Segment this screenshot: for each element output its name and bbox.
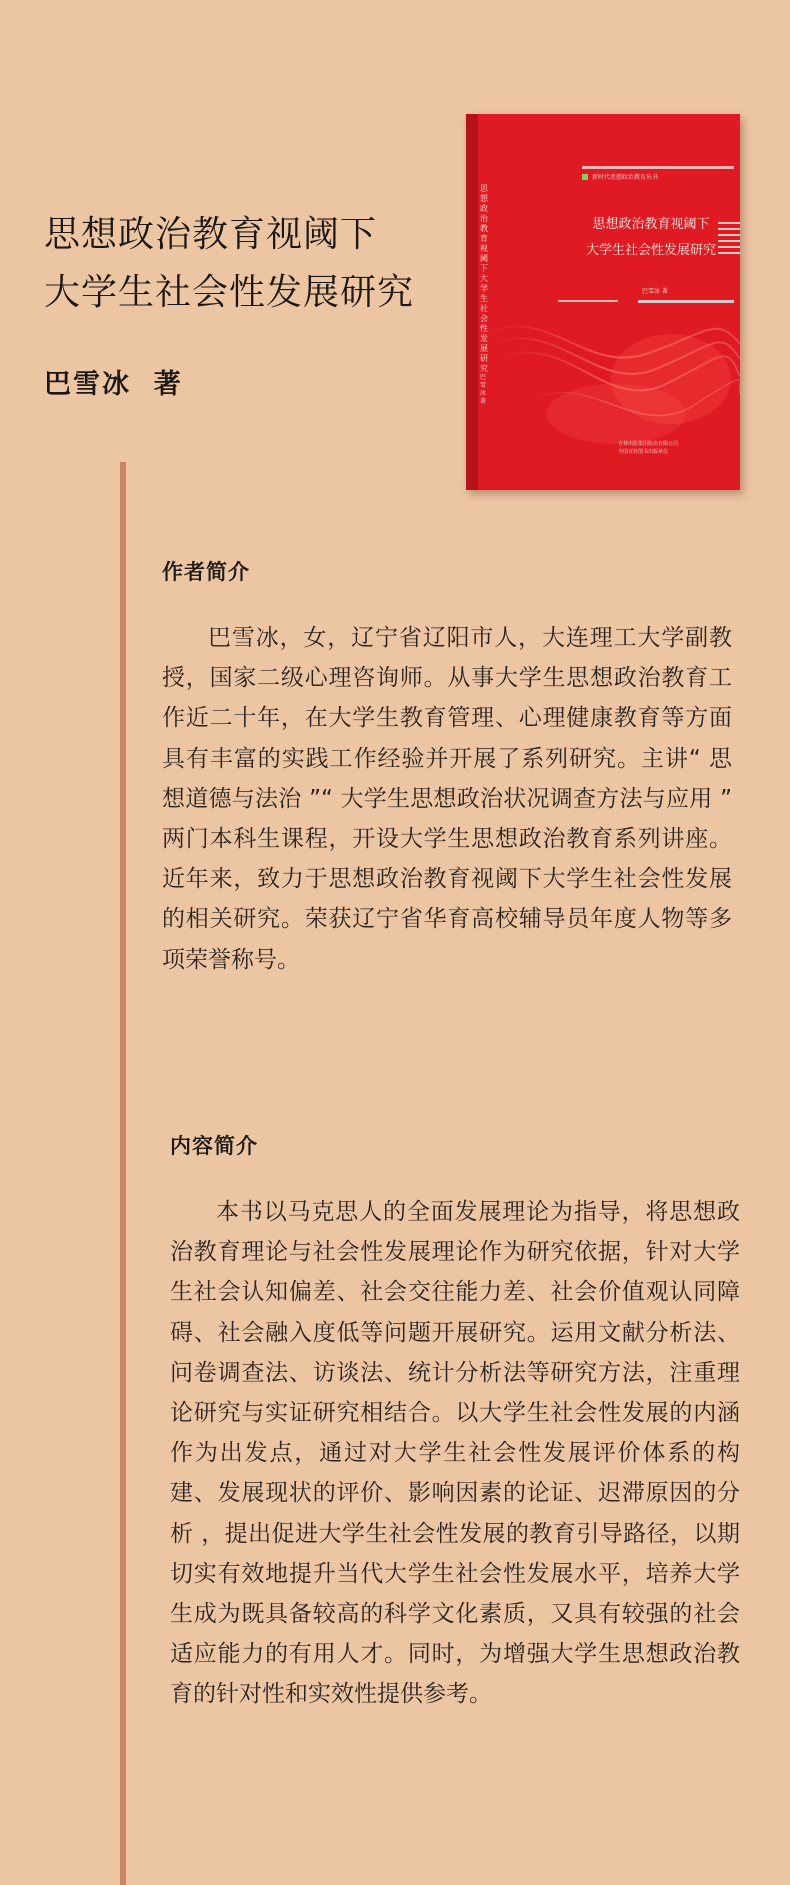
- cover-publisher: [618, 440, 678, 456]
- cover-spine-author: 巴雪冰 著: [480, 374, 487, 405]
- content-intro-text: 本书以马克思人的全面发展理论为指导，将思想政治教育理论与社会性发展理论作为研究依据，针对大学生社会认知偏差、社会交往能力差、社会价值观认同障碍、社会融入度低等问题开展研究。运用文献分析法、问卷调查法、访谈法、统计分析法等研究方法，注重理论研究与实证研究相结合。以大学生社会性发展的内涵作为出发点，通过对大学生社会性发展评价体系的构建、发展现状的评价、影响因素的论证、迟滞原因的分析 ，提出促进大学生社会性发展的教育引导路径，以期切实有效地提升当代大学生社会性发展水平，培养大学生成为既具备较高的科学文化素质，又具有较强的社会适应能力的有用人才。同时，为增强大学生思想政治教育的针对性和实效性提供参考。: [170, 1199, 740, 1708]
- cover-title-line-2: 大学生社会性发展研究: [585, 243, 716, 258]
- cover-title-line-1: 思想政治教育视阈下: [592, 217, 710, 232]
- cover-series-label: 新时代思想政治教育丛书: [592, 174, 659, 181]
- cover-publisher-line-2: 全国百佳图书出版单位: [618, 449, 669, 455]
- book-title-line-1: 思想政治教育视阈下: [44, 214, 378, 255]
- book-title: [44, 206, 444, 322]
- cover-rule-left: [558, 300, 618, 302]
- cover-publisher-line-1: 吉林出版集团股份有限公司: [618, 441, 679, 447]
- author-intro-text: 巴雪冰，女，辽宁省辽阳市人，大连理工大学副教授，国家二级心理咨询师。从事大学生思想政治教育工作近二十年，在大学生教育管理、心理健康教育等方面具有丰富的实践工作经验并开展了系列研究。主讲“ 思想道德与法治 ”“ 大学生思想政治状况调查方法与应用 ” 两门本科生课程，开设大学生思想政治教育系列讲座。近年来，致力于思想政治教育视阈下大学生社会性发展的相关研究。荣获辽宁省华育高校辅导员年度人物等多项荣誉称号。: [162, 625, 732, 973]
- book-title-line-2: 大学生社会性发展研究: [44, 272, 415, 313]
- author-intro-heading: 作者简介: [162, 559, 250, 584]
- author-credit: 巴雪冰 著: [44, 369, 183, 400]
- cover-stripe: [718, 234, 740, 236]
- content-intro-heading: 内容简介: [170, 1133, 258, 1158]
- cover-series-bar: [582, 166, 734, 169]
- cover-stripe: [718, 228, 740, 230]
- cover-stripe: [718, 222, 740, 224]
- cover-author: 巴雪冰 著: [642, 288, 668, 295]
- cover-spine-title: 思想政治教育视阈下大学生社会性发展研究: [480, 184, 488, 373]
- cover-stripe: [718, 252, 740, 254]
- cover-spine: [466, 114, 478, 490]
- cover-stripe: [718, 240, 740, 242]
- cover-rule-right: [638, 300, 734, 303]
- book-cover-image: [466, 114, 740, 490]
- accent-vertical-line: [120, 462, 126, 1885]
- cover-stripe: [718, 246, 740, 248]
- cover-series-icon: [582, 174, 588, 180]
- cover-title: [566, 212, 736, 264]
